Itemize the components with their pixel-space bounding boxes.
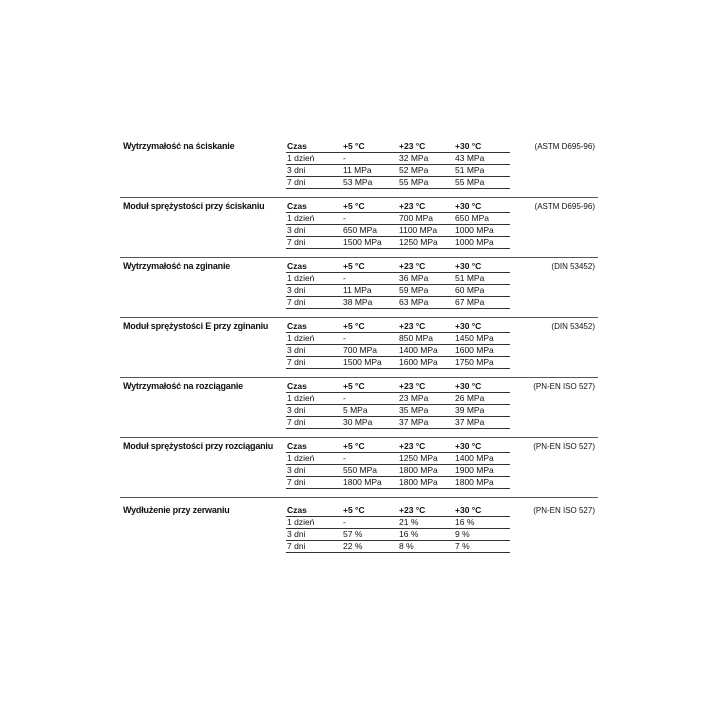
- cell-value: 16 %: [398, 529, 454, 541]
- properties-document: [120, 138, 598, 557]
- table-row: [286, 237, 510, 249]
- header-temp-30: +30 °C: [454, 321, 510, 333]
- cell-time: 7 dni: [286, 357, 342, 369]
- table-row: [286, 165, 510, 177]
- cell-value: 1000 MPa: [454, 237, 510, 249]
- header-time: Czas: [286, 381, 342, 393]
- cell-time: 3 dni: [286, 529, 342, 541]
- property-table: [286, 321, 510, 369]
- property-table: [286, 141, 510, 189]
- property-section: [120, 138, 598, 197]
- cell-time: 3 dni: [286, 225, 342, 237]
- table-header-row: [286, 505, 510, 517]
- property-name: Wytrzymałość na rozciąganie: [123, 381, 243, 391]
- header-temp-5: +5 °C: [342, 381, 398, 393]
- table-row: [286, 393, 510, 405]
- cell-value: 11 MPa: [342, 165, 398, 177]
- table-header-row: [286, 321, 510, 333]
- table-row: [286, 153, 510, 165]
- property-name: Moduł sprężystości przy ściskaniu: [123, 201, 265, 211]
- header-temp-23: +23 °C: [398, 141, 454, 153]
- cell-value: 67 MPa: [454, 297, 510, 309]
- cell-value: 1250 MPa: [398, 453, 454, 465]
- cell-value: 55 MPa: [398, 177, 454, 189]
- cell-value: 1800 MPa: [342, 477, 398, 489]
- table-row: [286, 177, 510, 189]
- property-section: [120, 317, 598, 377]
- cell-time: 1 dzień: [286, 273, 342, 285]
- cell-value: 1500 MPa: [342, 357, 398, 369]
- cell-value: 1750 MPa: [454, 357, 510, 369]
- cell-value: 52 MPa: [398, 165, 454, 177]
- cell-value: 700 MPa: [342, 345, 398, 357]
- property-name: Wydłużenie przy zerwaniu: [123, 505, 230, 515]
- cell-time: 1 dzień: [286, 517, 342, 529]
- table-header-row: [286, 201, 510, 213]
- cell-value: 1800 MPa: [398, 465, 454, 477]
- cell-value: 55 MPa: [454, 177, 510, 189]
- header-time: Czas: [286, 141, 342, 153]
- cell-value: 850 MPa: [398, 333, 454, 345]
- cell-value: 650 MPa: [454, 213, 510, 225]
- cell-value: 1450 MPa: [454, 333, 510, 345]
- cell-value: 59 MPa: [398, 285, 454, 297]
- table-row: [286, 345, 510, 357]
- cell-value: 16 %: [454, 517, 510, 529]
- property-name: Moduł sprężystości przy rozciąganiu: [123, 441, 274, 451]
- property-table: [286, 261, 510, 309]
- property-section: [120, 497, 598, 557]
- header-temp-5: +5 °C: [342, 321, 398, 333]
- test-standard: (DIN 53452): [551, 322, 595, 331]
- cell-value: 21 %: [398, 517, 454, 529]
- table-row: [286, 477, 510, 489]
- cell-value: 1800 MPa: [398, 477, 454, 489]
- header-temp-30: +30 °C: [454, 441, 510, 453]
- test-standard: (DIN 53452): [551, 262, 595, 271]
- property-name: Moduł sprężystości E przy zginaniu: [123, 321, 269, 331]
- cell-time: 3 dni: [286, 405, 342, 417]
- header-temp-30: +30 °C: [454, 261, 510, 273]
- table-row: [286, 453, 510, 465]
- cell-time: 3 dni: [286, 345, 342, 357]
- property-table: [286, 201, 510, 249]
- table-row: [286, 541, 510, 553]
- table-row: [286, 225, 510, 237]
- header-time: Czas: [286, 321, 342, 333]
- cell-value: 51 MPa: [454, 165, 510, 177]
- cell-time: 7 dni: [286, 417, 342, 429]
- table-row: [286, 517, 510, 529]
- property-table: [286, 381, 510, 429]
- cell-value: 550 MPa: [342, 465, 398, 477]
- property-name: Wytrzymałość na ściskanie: [123, 141, 235, 151]
- cell-value: 700 MPa: [398, 213, 454, 225]
- header-temp-23: +23 °C: [398, 321, 454, 333]
- cell-time: 7 dni: [286, 297, 342, 309]
- table-row: [286, 417, 510, 429]
- cell-value: 30 MPa: [342, 417, 398, 429]
- cell-value: 1500 MPa: [342, 237, 398, 249]
- cell-time: 3 dni: [286, 165, 342, 177]
- table-header-row: [286, 441, 510, 453]
- cell-value: -: [342, 453, 398, 465]
- table-header-row: [286, 381, 510, 393]
- cell-value: -: [342, 273, 398, 285]
- table-row: [286, 285, 510, 297]
- cell-time: 3 dni: [286, 465, 342, 477]
- cell-value: 1250 MPa: [398, 237, 454, 249]
- header-temp-5: +5 °C: [342, 201, 398, 213]
- cell-value: -: [342, 213, 398, 225]
- cell-value: 35 MPa: [398, 405, 454, 417]
- test-standard: (PN-EN ISO 527): [533, 506, 595, 515]
- header-temp-23: +23 °C: [398, 201, 454, 213]
- property-section: [120, 197, 598, 257]
- cell-value: 38 MPa: [342, 297, 398, 309]
- cell-value: 5 MPa: [342, 405, 398, 417]
- table-row: [286, 357, 510, 369]
- cell-time: 7 dni: [286, 237, 342, 249]
- table-row: [286, 405, 510, 417]
- cell-time: 1 dzień: [286, 213, 342, 225]
- cell-value: 37 MPa: [398, 417, 454, 429]
- property-section: [120, 437, 598, 497]
- cell-value: -: [342, 393, 398, 405]
- cell-value: 26 MPa: [454, 393, 510, 405]
- cell-value: 1100 MPa: [398, 225, 454, 237]
- cell-value: -: [342, 517, 398, 529]
- cell-value: 60 MPa: [454, 285, 510, 297]
- property-name: Wytrzymałość na zginanie: [123, 261, 231, 271]
- header-temp-30: +30 °C: [454, 141, 510, 153]
- cell-time: 7 dni: [286, 177, 342, 189]
- table-row: [286, 529, 510, 541]
- cell-value: 39 MPa: [454, 405, 510, 417]
- cell-value: 8 %: [398, 541, 454, 553]
- cell-value: 63 MPa: [398, 297, 454, 309]
- header-time: Czas: [286, 261, 342, 273]
- header-temp-5: +5 °C: [342, 261, 398, 273]
- test-standard: (ASTM D695-96): [534, 202, 595, 211]
- cell-value: 11 MPa: [342, 285, 398, 297]
- cell-value: 1400 MPa: [454, 453, 510, 465]
- cell-time: 1 dzień: [286, 153, 342, 165]
- cell-value: 22 %: [342, 541, 398, 553]
- cell-value: 32 MPa: [398, 153, 454, 165]
- header-temp-30: +30 °C: [454, 505, 510, 517]
- cell-value: 1900 MPa: [454, 465, 510, 477]
- test-standard: (PN-EN ISO 527): [533, 382, 595, 391]
- cell-value: 57 %: [342, 529, 398, 541]
- property-section: [120, 257, 598, 317]
- cell-value: 9 %: [454, 529, 510, 541]
- property-table: [286, 441, 510, 489]
- cell-value: 1800 MPa: [454, 477, 510, 489]
- header-time: Czas: [286, 505, 342, 517]
- header-temp-5: +5 °C: [342, 141, 398, 153]
- table-row: [286, 465, 510, 477]
- test-standard: (PN-EN ISO 527): [533, 442, 595, 451]
- cell-value: 36 MPa: [398, 273, 454, 285]
- cell-value: 1000 MPa: [454, 225, 510, 237]
- cell-time: 7 dni: [286, 541, 342, 553]
- table-row: [286, 273, 510, 285]
- test-standard: (ASTM D695-96): [534, 142, 595, 151]
- table-row: [286, 213, 510, 225]
- cell-time: 1 dzień: [286, 453, 342, 465]
- header-temp-5: +5 °C: [342, 505, 398, 517]
- cell-value: 43 MPa: [454, 153, 510, 165]
- header-temp-23: +23 °C: [398, 505, 454, 517]
- cell-value: 650 MPa: [342, 225, 398, 237]
- header-temp-23: +23 °C: [398, 441, 454, 453]
- cell-value: 37 MPa: [454, 417, 510, 429]
- header-temp-5: +5 °C: [342, 441, 398, 453]
- header-time: Czas: [286, 441, 342, 453]
- cell-time: 1 dzień: [286, 393, 342, 405]
- cell-value: -: [342, 333, 398, 345]
- cell-value: 1600 MPa: [454, 345, 510, 357]
- cell-value: 53 MPa: [342, 177, 398, 189]
- cell-value: 1600 MPa: [398, 357, 454, 369]
- cell-time: 3 dni: [286, 285, 342, 297]
- property-table: [286, 505, 510, 553]
- cell-value: 23 MPa: [398, 393, 454, 405]
- header-temp-30: +30 °C: [454, 381, 510, 393]
- cell-value: 51 MPa: [454, 273, 510, 285]
- table-row: [286, 333, 510, 345]
- cell-value: 7 %: [454, 541, 510, 553]
- header-temp-23: +23 °C: [398, 261, 454, 273]
- table-row: [286, 297, 510, 309]
- cell-value: 1400 MPa: [398, 345, 454, 357]
- header-temp-23: +23 °C: [398, 381, 454, 393]
- property-section: [120, 377, 598, 437]
- table-header-row: [286, 141, 510, 153]
- cell-value: -: [342, 153, 398, 165]
- header-time: Czas: [286, 201, 342, 213]
- table-header-row: [286, 261, 510, 273]
- cell-time: 7 dni: [286, 477, 342, 489]
- cell-time: 1 dzień: [286, 333, 342, 345]
- header-temp-30: +30 °C: [454, 201, 510, 213]
